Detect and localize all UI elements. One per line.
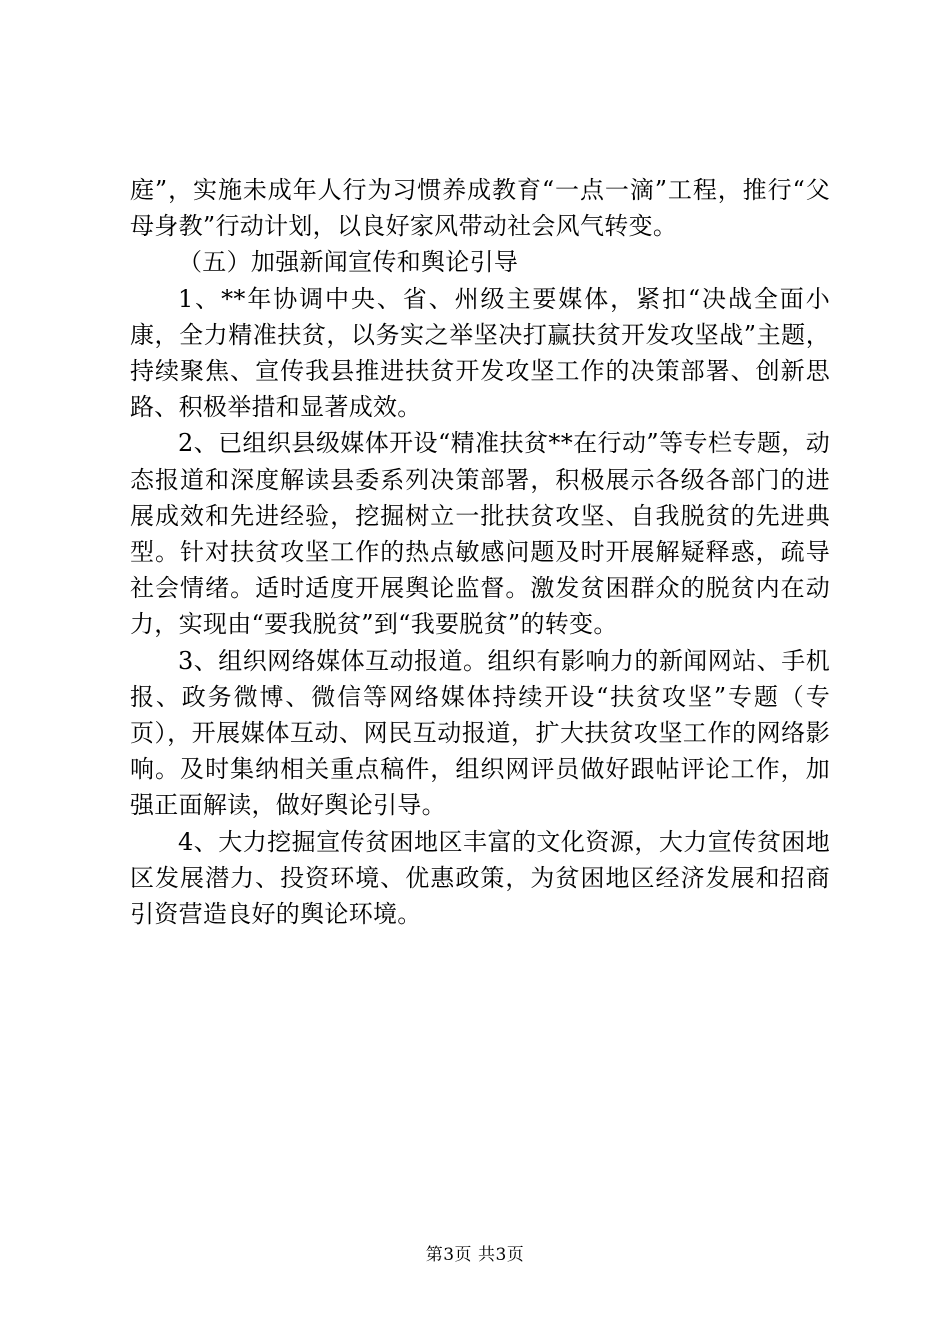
paragraph-item-4: 4、大力挖掘宣传贫困地区丰富的文化资源，大力宣传贫困地区发展潜力、投资环境、优惠政策，为贫困地区经济发展和招商引资营造良好的舆论环境。 — [130, 827, 830, 929]
paragraph-item-2: 2、已组织县级媒体开设“精准扶贫**在行动”等专栏专题，动态报道和深度解读县委系列决策部署，积极展示各级各部门的进展成效和先进经验，挖掘树立一批扶贫攻坚、自我脱贫的先进典型。针对扶贫攻坚工作的热点敏感问题及时开展解疑释惑，疏导社会情绪。适时适度开展舆论监督。激发贫困群众的脱贫内在动力，实现由“要我脱贫”到“我要脱贫”的转变。 — [130, 429, 830, 639]
page-footer — [0, 1243, 950, 1267]
paragraph-item-1: 1、**年协调中央、省、州级主要媒体，紧扣“决战全面小康，全力精准扶贫，以务实之举坚决打赢扶贫开发攻坚战”主题，持续聚焦、宣传我县推进扶贫开发攻坚工作的决策部署、创新思路、积极举措和显著成效。 — [130, 284, 830, 422]
page-number: 第3页 共3页 — [425, 1245, 525, 1265]
paragraph-continuation: 庭”，实施未成年人行为习惯养成教育“一点一滴”工程，推行“父母身教”行动计划，以良好家风带动社会风气转变。 — [130, 176, 830, 241]
paragraph-item-3: 3、组织网络媒体互动报道。组织有影响力的新闻网站、手机报、政务微博、微信等网络媒体持续开设“扶贫攻坚”专题（专页），开展媒体互动、网民互动报道，扩大扶贫攻坚工作的网络影响。及时集纳相关重点稿件，组织网评员做好跟帖评论工作，加强正面解读，做好舆论引导。 — [130, 646, 830, 820]
document-body — [130, 172, 830, 932]
section-heading: （五）加强新闻宣传和舆论引导 — [178, 248, 519, 277]
